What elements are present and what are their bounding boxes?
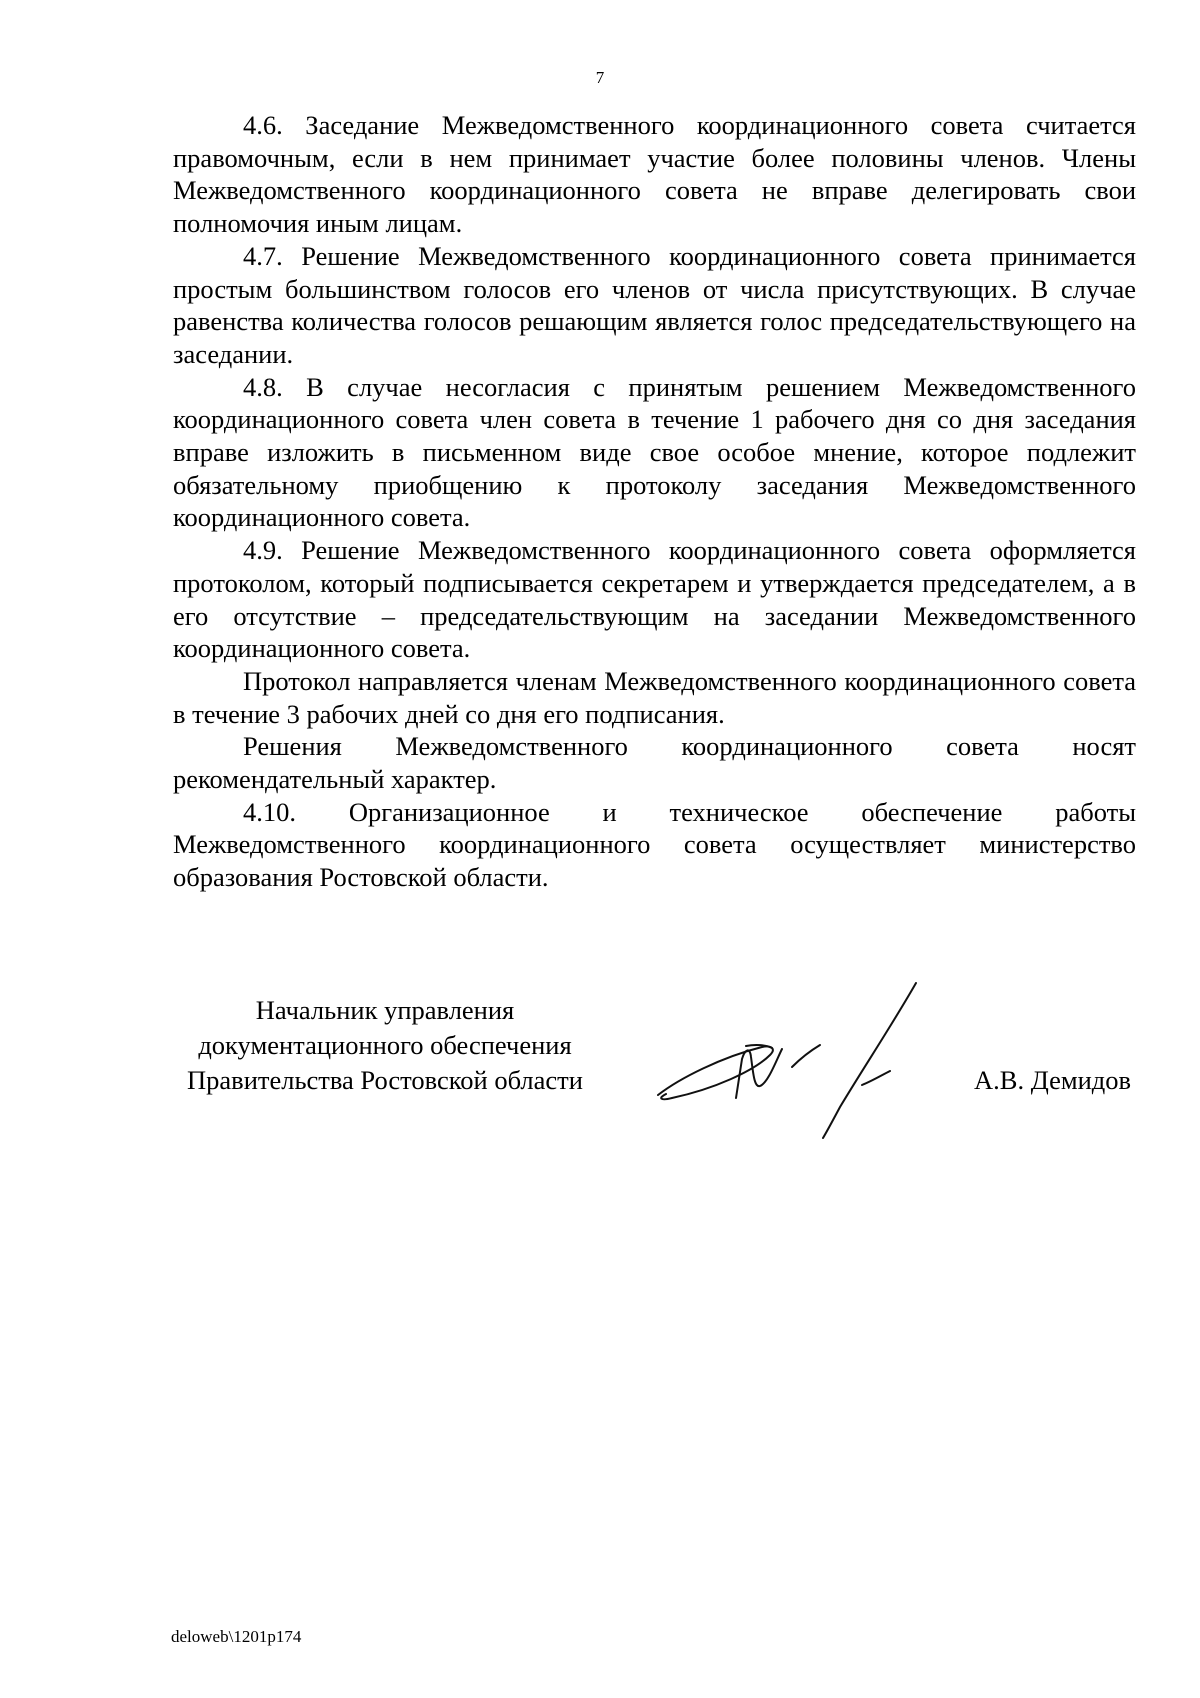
signatory-title-line: Начальник управления bbox=[255, 995, 515, 1025]
paragraph-4-10: 4.10. Организационное и техническое обеспечение работы Межведомственного координационного совета осуществляет министерство образования Ростовской области. bbox=[173, 796, 1136, 893]
paragraph-4-6: 4.6. Заседание Межведомственного координационного совета считается правомочным, если в нем принимает участие более половины членов. Члены Межведомственного координационного совета не вправе делегировать свои полномочия иным лицам. bbox=[173, 110, 1136, 239]
paragraph-4-8: 4.8. В случае несогласия с принятым решением Межведомственного координационного совета член совета в течение 1 рабочего дня со дня заседания вправе изложить в письменном виде свое особое мнение, которое подлежит обязательному приобщению к протоколу заседания Межведомственного координационного совета. bbox=[173, 371, 1136, 533]
signatory-title bbox=[170, 993, 600, 1098]
paragraph-4-9: 4.9. Решение Межведомственного координационного совета оформляется протоколом, который подписывается секретарем и утверждается председателем, а в его отсутствие – председательствующим на заседании Межведомственного координационного совета. bbox=[173, 535, 1136, 664]
signatory-title-line: Правительства Ростовской области bbox=[187, 1065, 583, 1095]
page-number: 7 bbox=[595, 68, 605, 87]
paragraph-protocol: Протокол направляется членам Межведомственного координационного совета в течение 3 рабочих дней со дня его подписания. bbox=[173, 665, 1136, 729]
paragraph-4-7: 4.7. Решение Межведомственного координационного совета принимается простым большинством голосов его членов от числа присутствующих. В случае равенства количества голосов решающим является голос председательствующего на заседании. bbox=[173, 240, 1136, 369]
signature-stroke bbox=[862, 1071, 890, 1085]
signatory-name: А.В. Демидов bbox=[974, 1065, 1132, 1095]
signature-stroke bbox=[658, 1046, 773, 1099]
signature-stroke bbox=[823, 983, 916, 1138]
signature-stroke bbox=[792, 1045, 820, 1067]
document-body bbox=[173, 109, 1136, 894]
signatory-title-line: документационного обеспечения bbox=[198, 1030, 572, 1060]
handwritten-signature bbox=[650, 975, 950, 1140]
document-code: deloweb\1201p174 bbox=[171, 1627, 302, 1646]
paragraph-decisions: Решения Межведомственного координационного совета носят рекомендательный характер. bbox=[173, 731, 1136, 795]
